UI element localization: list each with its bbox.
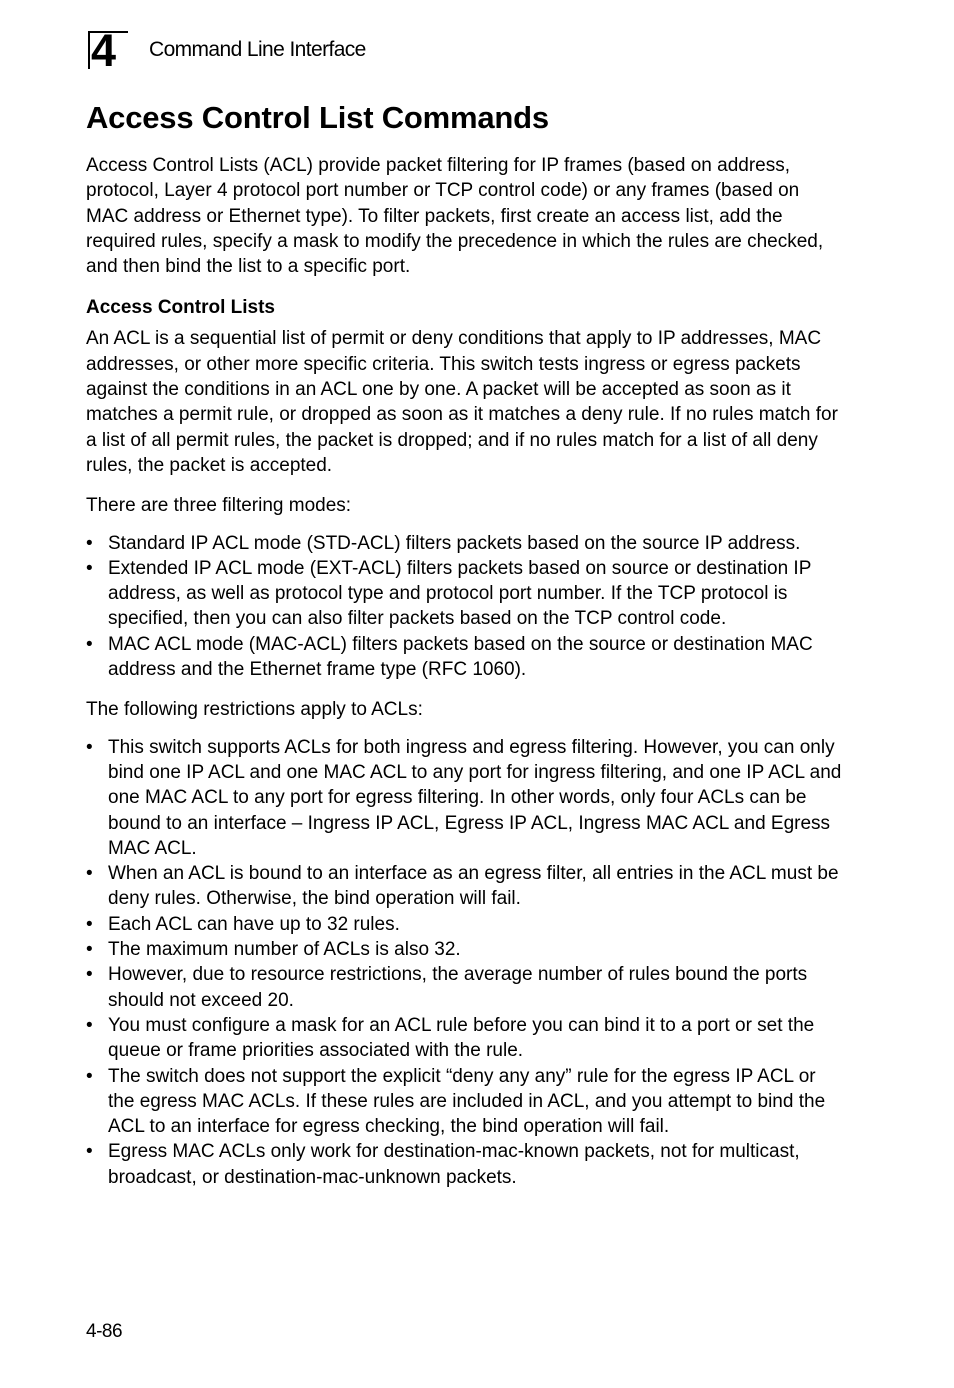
list-item: • However, due to resource restrictions, the average number of rules bound the ports should not exceed 20.: [86, 964, 808, 1011]
restrictions-list: [86, 735, 846, 1190]
section-intro: Access Control Lists (ACL) provide packet filtering for IP frames (based on address, protocol, Layer 4 protocol port number or TCP control code) or any frames (based on MAC address or Ethernet type). To filter packets, first create an access list, add the required rules, specify a mask to modify the precedence in which the rules are checked, and then bind the list to a specific port.: [86, 155, 824, 278]
subsection-title: Access Control Lists: [86, 297, 275, 319]
list-item: • Extended IP ACL mode (EXT-ACL) filters packets based on source or destination IP address, as well as protocol type and protocol port number. If the TCP protocol is specified, then you can also filter packets based on the TCP control code.: [86, 557, 812, 630]
bullet-icon: •: [86, 557, 93, 579]
modes-intro: There are three filtering modes:: [86, 495, 352, 517]
restrictions-intro: The following restrictions apply to ACLs:: [86, 699, 423, 721]
list-item: • The maximum number of ACLs is also 32.: [86, 937, 846, 962]
list-item: • The switch does not support the explicit “deny any any” rule for the egress IP ACL or the egress MAC ACLs. If these rules are included in ACL, and you attempt to bind the ACL to an interface for egress checking, the bind operation will fail.: [86, 1065, 826, 1138]
chapter-badge: [88, 25, 128, 76]
page-content: [86, 98, 846, 1190]
bullet-icon: •: [86, 1014, 93, 1036]
bullet-icon: •: [86, 863, 93, 885]
subsection-description: An ACL is a sequential list of permit or deny conditions that apply to IP addresses, MAC addresses, or other more specific criteria. This switch tests ingress or egress packets against the conditions in an ACL one by one. A packet will be accepted as soon as it matches a permit rule, or dropped as soon as it matches a deny rule. If no rules match for a list of all permit rules, the packet is dropped; and if no rules match for a list of all deny rules, the packet is accepted.: [86, 328, 838, 476]
list-item: • Each ACL can have up to 32 rules.: [86, 912, 846, 937]
bullet-icon: •: [86, 964, 93, 986]
list-item: • When an ACL is bound to an interface as an egress filter, all entries in the ACL must be deny rules. Otherwise, the bind operation will fail.: [86, 863, 839, 910]
chapter-number: 4: [91, 25, 117, 76]
bullet-icon: •: [86, 633, 93, 655]
bullet-icon: •: [86, 1141, 93, 1163]
bullet-icon: •: [86, 736, 93, 758]
list-item: • Egress MAC ACLs only work for destination-mac-known packets, not for multicast, broadcast, or destination-mac-unknown packets.: [86, 1141, 800, 1188]
list-item: • MAC ACL mode (MAC-ACL) filters packets based on the source or destination MAC address and the Ethernet frame type (RFC 1060).: [86, 633, 813, 681]
bullet-icon: •: [86, 939, 93, 961]
bullet-icon: •: [86, 913, 93, 935]
list-item: • This switch supports ACLs for both ingress and egress filtering. However, you can only bind one IP ACL and one MAC ACL to any port for ingress filtering, and one IP ACL and one MAC ACL to any port for egress filtering. In other words, only four ACLs can be bound to an interface – Ingress IP ACL, Egress IP ACL, Ingress MAC ACL and Egress MAC ACL.: [86, 736, 842, 859]
list-item: • Standard IP ACL mode (STD-ACL) filters packets based on the source IP address.: [86, 531, 846, 556]
section-title: Access Control List Commands: [86, 100, 549, 135]
running-header: Command Line Interface: [149, 38, 366, 61]
bullet-icon: •: [86, 1065, 93, 1087]
bullet-icon: •: [86, 532, 93, 554]
page-number: 4-86: [86, 1321, 123, 1342]
list-item: • You must configure a mask for an ACL rule before you can bind it to a port or set the queue or frame priorities associated with the rule.: [86, 1014, 815, 1062]
modes-list: [86, 531, 846, 683]
